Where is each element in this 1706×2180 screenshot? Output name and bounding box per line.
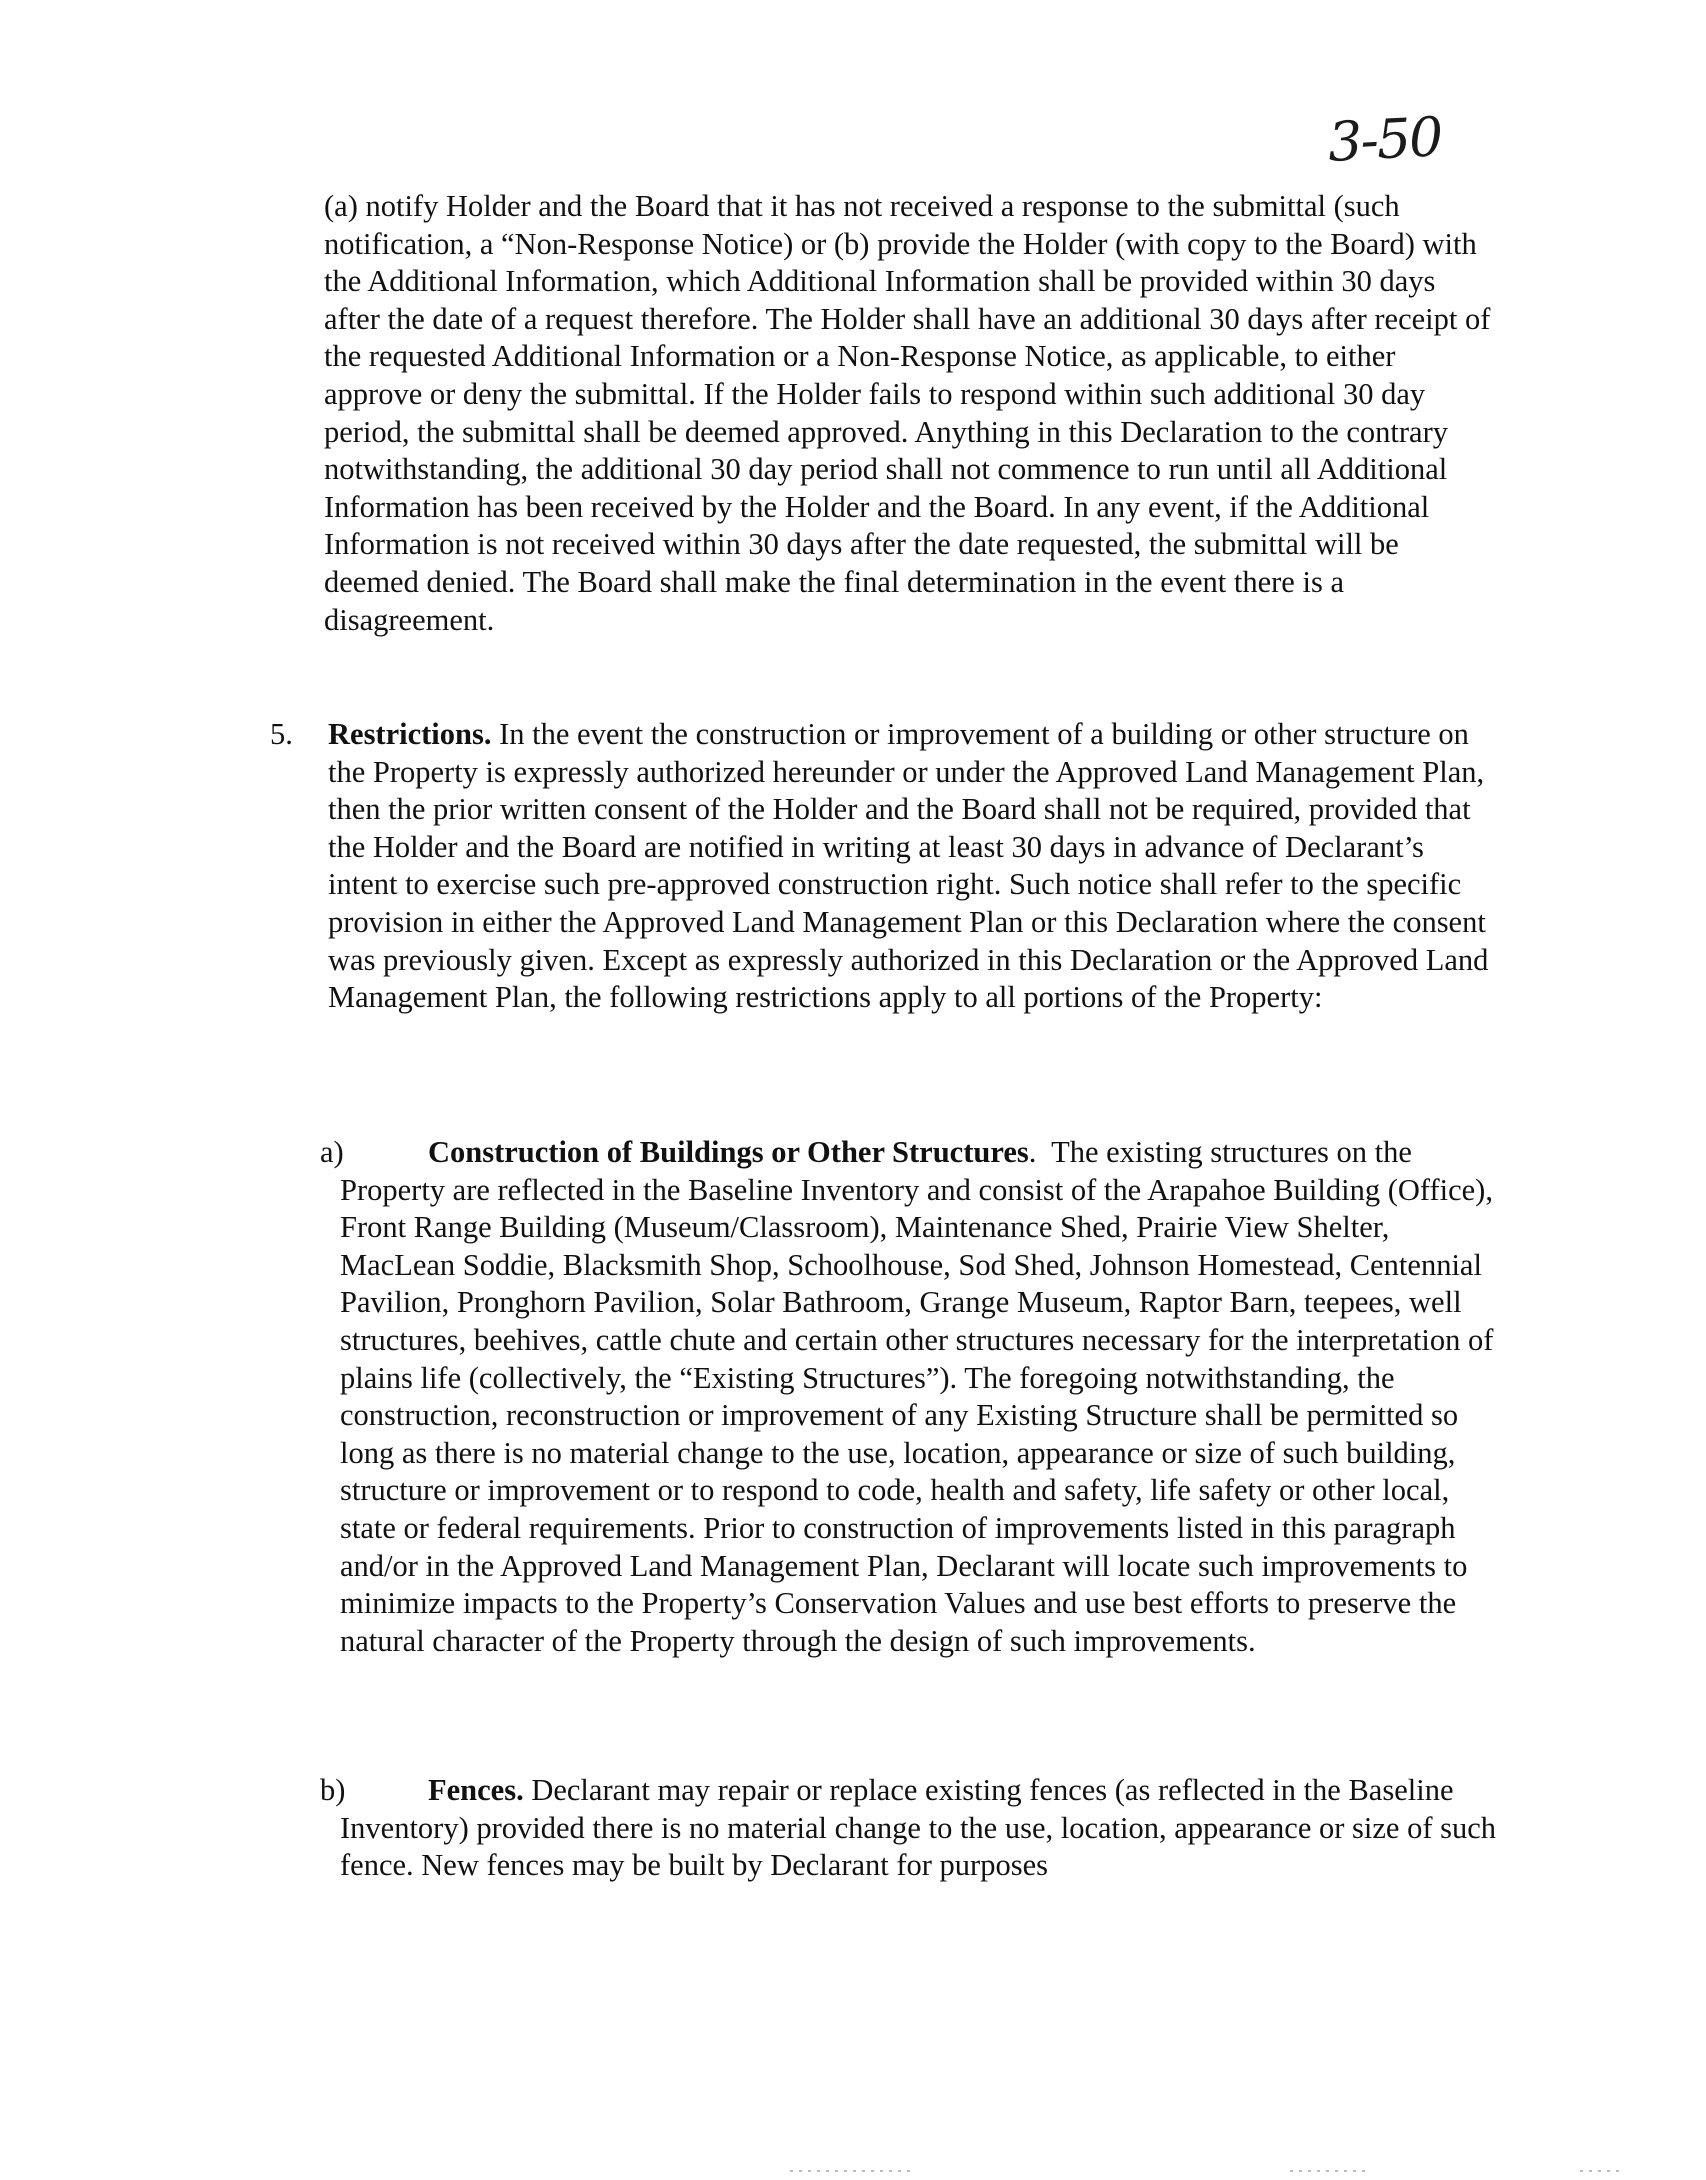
subsection-a-heading: Construction of Buildings or Other Structures	[428, 1135, 1029, 1169]
section-5-restrictions	[270, 716, 1500, 1017]
subsection-a-body	[320, 1134, 1510, 1660]
section-5-number: 5.	[270, 717, 293, 751]
subsection-a-text: The existing structures on the Property are reflected in the Baseline Inventory and consist of the Arapahoe Building (Office), Front Range Building (Museum/Classroom), Maintenance Shed, Prairie View Shelter, MacLean Soddie, Blacksmith Shop, Schoolhouse, Sod Shed, Johnson Homestead, Centennial Pavilion, Pronghorn Pavilion, Solar Bathroom, Grange Museum, Raptor Barn, teepees, well structures, beehives, cattle chute and certain other structures necessary for the interpretation of plains life (collectively, the “Existing Structures”). The foregoing notwithstanding, the construction, reconstruction or improvement of any Existing Structure shall be permitted so long as there is no material change to the use, location, appearance or size of such building, structure or improvement or to respond to code, health and safety, life safety or other local, state or federal requirements. Prior to construction of improvements listed in this paragraph and/or in the Approved Land Management Plan, Declarant will locate such improvements to minimize impacts to the Property’s Conservation Values and use best efforts to preserve the natural character of the Property through the design of such improvements.	[340, 1135, 1494, 1658]
subsection-b-fences	[320, 1772, 1510, 1885]
subsection-b-heading: Fences.	[428, 1773, 524, 1807]
subsection-a-marker: a)	[320, 1135, 344, 1169]
subsection-a-construction	[320, 1134, 1510, 1660]
subsection-b-marker: b)	[320, 1773, 346, 1807]
section-5-text: In the event the construction or improvement of a building or other structure on the Property is expressly authorized hereunder or under the Approved Land Management Plan, then the prior written consent of the Holder and the Board shall not be required, provided that the Holder and the Board are notified in writing at least 30 days in advance of Declarant’s intent to exercise such pre-approved construction right. Such notice shall refer to the specific provision in either the Approved Land Management Plan or this Declaration where the consent was previously given. Except as expressly authorized in this Declaration or the Approved Land Management Plan, the following restrictions apply to all portions of the Property:	[328, 717, 1489, 1015]
subsection-a-heading-punct: .	[1028, 1135, 1037, 1169]
section-5-body	[328, 716, 1500, 1017]
continuation-paragraph: (a) notify Holder and the Board that it has not received a response to the submittal (such notification, a “Non-Response Notice) or (b) provide the Holder (with copy to the Board) with the Additional Information, which Additional Information shall be provided within 30 days after the date of a request therefore. The Holder shall have an additional 30 days after receipt of the requested Additional Information or a Non-Response Notice, as applicable, to either approve or deny the submittal. If the Holder fails to respond within such additional 30 day period, the submittal shall be deemed approved. Anything in this Declaration to the contrary notwithstanding, the additional 30 day period shall not commence to run until all Additional Information has been received by the Holder and the Board. In any event, if the Additional Information is not received within 30 days after the date requested, the submittal will be deemed denied. The Board shall make the final determination in the event there is a disagreement.	[324, 189, 1491, 637]
scan-artifact	[1580, 2170, 1620, 2172]
subsection-b-body	[320, 1772, 1510, 1885]
section-5-heading: Restrictions.	[328, 717, 492, 751]
handwritten-page-number: 3-50	[1326, 105, 1443, 174]
scan-artifact	[1290, 2170, 1370, 2172]
subsection-b-text: Declarant may repair or replace existing fences (as reflected in the Baseline Inventory) provided there is no material change to the use, location, appearance or size of such fence. New fences may be built by Declarant for purposes	[340, 1773, 1497, 1883]
scan-artifact	[790, 2170, 910, 2172]
